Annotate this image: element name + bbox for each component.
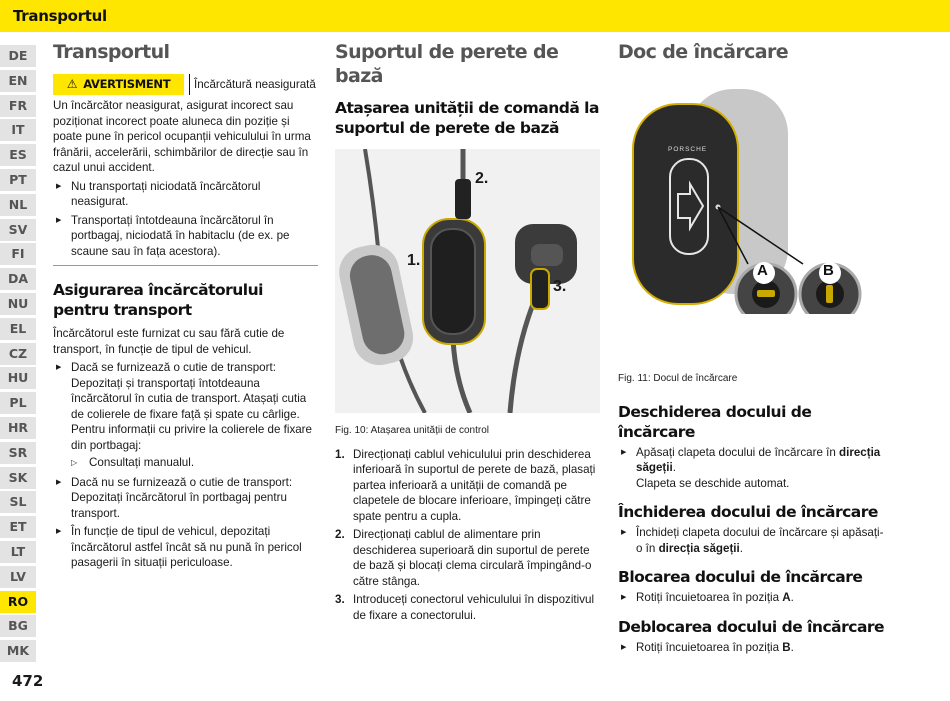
close-bullets (618, 525, 886, 556)
figure-control-unit (335, 149, 600, 413)
list-item (618, 445, 886, 492)
step-text: Direcționați cablul vehiculului prin deschiderea inferioară în suportul de perete de bază, plasați partea inferioară a unității de comandă pe clapetele de blocare inferioare, împingeți către spate pentru a cupla. (353, 447, 596, 523)
lock-bullets (618, 590, 886, 606)
warning-row (53, 74, 318, 95)
lang-tab-nu[interactable]: NU (0, 293, 36, 315)
warning-body: Un încărcător neasigurat, asigurat incorect sau poziționat incorect poate aluneca din poziție și poate pune în pericol ocupanții vehiculului în urma frânării, accelerării, schimbărilor de direcție sau în cazul unui accident. (53, 99, 311, 174)
transport-heading: Transportul (53, 41, 170, 63)
list-item: ▶ Transportați întotdeauna încărcătorul în portbagaj, niciodată în habitaclu (de ex. pe scaune sau în fața acestora). (53, 213, 318, 260)
dock-brand-mark: PORSCHE (668, 146, 708, 153)
lang-tab-et[interactable]: ET (0, 516, 36, 538)
figure-label-B: B (823, 262, 834, 279)
lang-tab-da[interactable]: DA (0, 268, 36, 290)
sub-item-manual: ▷ Consultați manualul. (71, 455, 318, 471)
lang-tab-de[interactable]: DE (0, 45, 36, 67)
lang-tab-lt[interactable]: LT (0, 541, 36, 563)
page-number: 472 (12, 672, 44, 690)
open-heading: Deschiderea docului de încărcare (618, 402, 812, 441)
lock-heading: Blocarea docului de încărcare (618, 568, 863, 586)
list-item (618, 525, 886, 556)
divider (53, 265, 318, 266)
warning-badge-label: AVERTISMENT (83, 76, 171, 91)
figure-10-caption: Fig. 10: Atașarea unității de control (335, 425, 489, 436)
list-item (53, 360, 318, 471)
lang-tab-en[interactable]: EN (0, 70, 36, 92)
secure-bullet-text: Dacă se furnizează o cutie de transport: Depozitați și transportați întotdeauna încărcătorul în cutia de transport. Atașați cutia de colierele de fixare față și spate cu cârlige. Pentru informații cu privire la colierele de fixare din portbagaj: (71, 361, 312, 452)
unlock-text-bold: B (782, 640, 791, 654)
figure-dock (618, 74, 883, 314)
transport-column (53, 40, 318, 574)
open-text-end: . (672, 461, 676, 474)
open-text: Apăsați clapeta docului de încărcare în (636, 445, 840, 459)
lang-tab-el[interactable]: EL (0, 318, 36, 340)
top-header-bar (0, 0, 950, 32)
lang-tab-cz[interactable]: CZ (0, 343, 36, 365)
close-text-bold: direcția săgeții (658, 541, 740, 555)
language-tabs (0, 45, 36, 665)
step-number: 3. (335, 593, 345, 606)
warning-triangle-icon: ⚠ (66, 76, 78, 91)
lang-tab-lv[interactable]: LV (0, 566, 36, 588)
figure-11-caption: Fig. 11: Docul de încărcare (618, 373, 738, 384)
lang-tab-ro[interactable]: RO (0, 591, 36, 613)
lang-tab-pt[interactable]: PT (0, 169, 36, 191)
lang-tab-pl[interactable]: PL (0, 392, 36, 414)
lock-text: Rotiți încuietoarea în poziția (636, 591, 783, 604)
dock-column (618, 40, 886, 658)
figure-label-A: A (757, 262, 768, 279)
lang-tab-fi[interactable]: FI (0, 243, 36, 265)
lang-tab-hr[interactable]: HR (0, 417, 36, 439)
open-text-bold: direcția săgeții (636, 445, 881, 474)
unlock-text-end: . (790, 640, 794, 654)
secure-heading: Asigurarea încărcătorului pentru transport (53, 281, 263, 319)
step-item (335, 592, 601, 623)
close-text: Închideți clapeta docului de încărcare și apăsați-o în (636, 526, 884, 555)
list-item (618, 590, 886, 606)
close-text-end: . (739, 541, 743, 555)
lang-tab-sk[interactable]: SK (0, 467, 36, 489)
list-item: ▶ În funcție de tipul de vehicul, depozitați încărcătorul astfel încât să nu pună în pericol pasagerii în situații periculoase. (53, 524, 318, 571)
lang-tab-es[interactable]: ES (0, 144, 36, 166)
dock-heading: Doc de încărcare (618, 41, 789, 63)
step-text: Direcționați cablul de alimentare prin deschiderea superioară din suportul de perete de bază și blocați clema circulară împingând-o către stânga. (353, 528, 592, 588)
warning-badge (53, 74, 184, 95)
dock-illustration (618, 74, 883, 314)
lang-tab-sl[interactable]: SL (0, 491, 36, 513)
figure-label-1: 1. (407, 252, 421, 269)
lang-tab-mk[interactable]: MK (0, 640, 36, 662)
close-heading: Închiderea docului de încărcare (618, 503, 878, 521)
step-number: 2. (335, 528, 345, 541)
lang-tab-hu[interactable]: HU (0, 367, 36, 389)
figure-label-2: 2. (475, 170, 489, 187)
unlock-bullets (618, 640, 886, 656)
attach-steps (335, 447, 601, 624)
unlock-text: Rotiți încuietoarea în poziția (636, 640, 783, 654)
lang-tab-fr[interactable]: FR (0, 95, 36, 117)
attach-subheading: Atașarea unității de comandă la suportul de perete de bază (335, 99, 599, 137)
secure-body: Încărcătorul este furnizat cu sau fără cutie de transport, în funcție de tipul de vehicul. (53, 327, 285, 356)
lang-tab-sv[interactable]: SV (0, 219, 36, 241)
open-bullets (618, 445, 886, 492)
list-item: ▶ Nu transportați niciodată încărcătorul neasigurat. (53, 179, 318, 210)
list-item (618, 640, 886, 656)
step-text: Introduceți conectorul vehiculului în dispozitivul de fixare a conectorului. (353, 593, 595, 622)
step-item (335, 447, 601, 525)
step-item (335, 527, 601, 589)
lock-text-end: . (790, 591, 794, 604)
section-title: Transportul (13, 7, 107, 25)
lang-tab-bg[interactable]: BG (0, 615, 36, 637)
lang-tab-sr[interactable]: SR (0, 442, 36, 464)
warning-bullets (53, 179, 318, 260)
wall-mount-heading: Suportul de perete de bază (335, 41, 559, 87)
open-result: Clapeta se deschide automat. (636, 476, 790, 490)
warning-label: Încărcătură neasigurată (189, 74, 316, 95)
lock-text-bold: A (782, 591, 791, 604)
step-number: 1. (335, 447, 345, 461)
figure-label-3: 3. (553, 278, 567, 295)
lang-tab-nl[interactable]: NL (0, 194, 36, 216)
secure-bullets (53, 360, 318, 571)
wall-mount-column (335, 40, 601, 626)
lang-tab-it[interactable]: IT (0, 119, 36, 141)
list-item: ▶ Dacă nu se furnizează o cutie de transport: Depozitați încărcătorul în portbagaj pentru transport. (53, 475, 318, 522)
unlock-heading: Deblocarea docului de încărcare (618, 617, 885, 636)
